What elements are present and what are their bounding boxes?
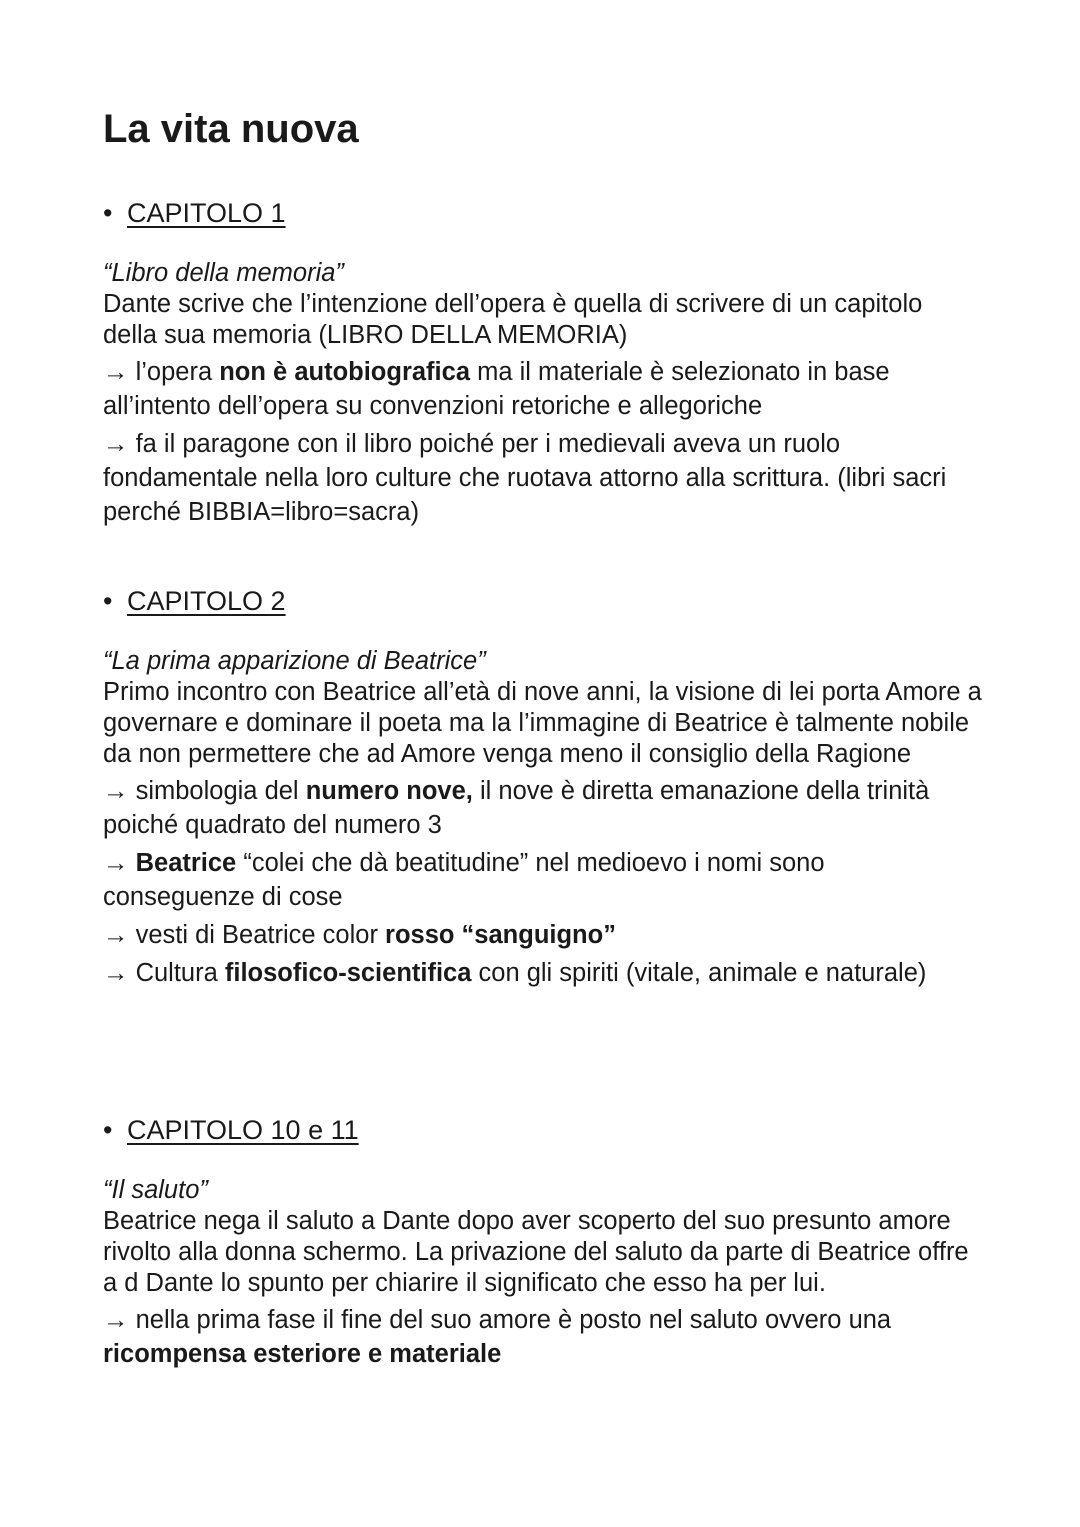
arrow-point: → simbologia del numero nove, il nove è diretta emanazione della trinità poiché quadrato del numero 3 bbox=[103, 777, 930, 839]
heading-text: CAPITOLO 1 bbox=[127, 198, 286, 228]
heading-text: CAPITOLO 10 e 11 bbox=[127, 1115, 359, 1145]
section-capitolo-1 bbox=[103, 196, 983, 529]
heading-text: CAPITOLO 2 bbox=[127, 586, 286, 616]
arrow-point: → Cultura filosofico-scientifica con gli spiriti (vitale, animale e naturale) bbox=[103, 959, 927, 987]
section-subtitle: “La prima apparizione di Beatrice” bbox=[103, 647, 486, 675]
bullet-icon: • bbox=[103, 1115, 113, 1145]
arrow-icon: → bbox=[103, 1306, 129, 1334]
arrow-icon: → bbox=[103, 959, 129, 987]
section-paragraph: Dante scrive che l’intenzione dell’opera è quella di scrivere di un capitolo della sua memoria (LIBRO DELLA MEMORIA) bbox=[103, 290, 923, 349]
arrow-point: → l’opera non è autobiografica ma il materiale è selezionato in base all’intento dell’opera su convenzioni retoriche e allegoriche bbox=[103, 358, 890, 420]
section-subtitle: “Il saluto” bbox=[103, 1176, 208, 1204]
section-subtitle: “Libro della memoria” bbox=[103, 259, 344, 287]
section-paragraph: Primo incontro con Beatrice all’età di nove anni, la visione di lei porta Amore a governare e dominare il poeta ma la l’immagine di Beatrice è talmente nobile da non permettere che ad Amore venga meno il consiglio della Ragione bbox=[103, 678, 982, 768]
arrow-icon: → bbox=[103, 777, 129, 805]
arrow-point: → vesti di Beatrice color rosso “sanguigno” bbox=[103, 921, 616, 949]
arrow-point: → fa il paragone con il libro poiché per i medievali aveva un ruolo fondamentale nella loro culture che ruotava attorno alla scrittura. (libri sacri perché BIBBIA=libro=sacra) bbox=[103, 430, 947, 526]
section-heading bbox=[103, 1113, 983, 1147]
arrow-icon: → bbox=[103, 849, 129, 877]
page-title: La vita nuova bbox=[103, 107, 359, 151]
arrow-icon: → bbox=[103, 358, 129, 386]
arrow-icon: → bbox=[103, 430, 129, 458]
bullet-icon: • bbox=[103, 586, 113, 616]
bullet-icon: • bbox=[103, 198, 113, 228]
section-paragraph: Beatrice nega il saluto a Dante dopo aver scoperto del suo presunto amore rivolto alla donna schermo. La privazione del saluto da parte di Beatrice offre a d Dante lo spunto per chiarire il significato che esso ha per lui. bbox=[103, 1207, 969, 1297]
section-capitolo-2 bbox=[103, 584, 983, 990]
section-heading bbox=[103, 584, 983, 618]
arrow-point: → Beatrice “colei che dà beatitudine” nel medioevo i nomi sono conseguenze di cose bbox=[103, 849, 825, 911]
arrow-point: → nella prima fase il fine del suo amore è posto nel saluto ovvero una ricompensa esteriore e materiale bbox=[103, 1306, 892, 1368]
arrow-icon: → bbox=[103, 921, 129, 949]
section-capitolo-10-11 bbox=[103, 1113, 983, 1371]
section-heading bbox=[103, 196, 983, 230]
